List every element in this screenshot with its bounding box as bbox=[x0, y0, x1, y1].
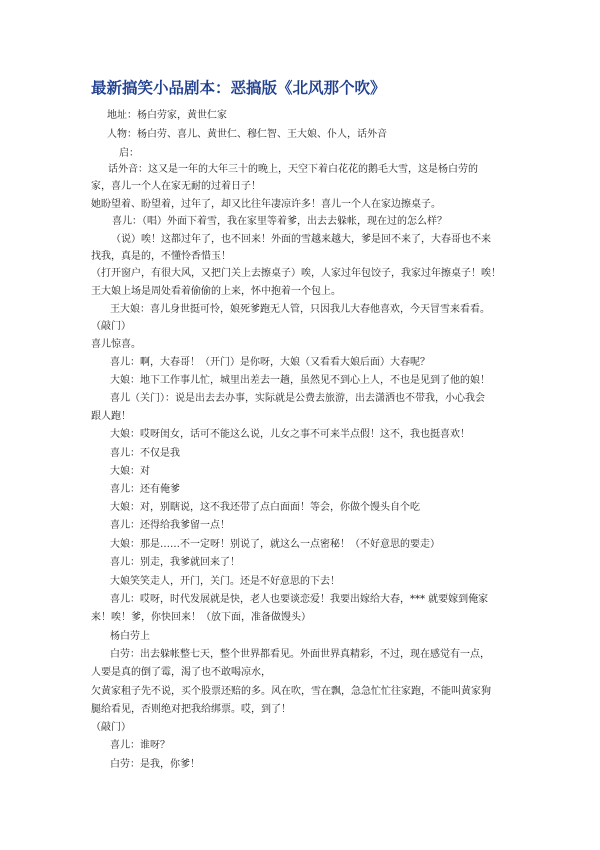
text-line: 白劳：是我，你爹！ bbox=[110, 759, 200, 770]
text-line: （打开窗户，有很大风，又把门关上去擦桌子）唉，人家过年包饺子，我家过年擦桌子！唉！ bbox=[91, 268, 501, 279]
text-line: 启： bbox=[119, 148, 139, 159]
text-line: 找我，真是的，不懂怜香惜玉！ bbox=[91, 251, 231, 262]
text-line: 欠黄家租子先不说，买个股票还赔的多。风在吹，雪在飘，急急忙忙往家跑，不能叫黄家狗 bbox=[91, 686, 491, 697]
text-line: 来！唉！爹，你快回来！（放下面，准备做馒头） bbox=[91, 612, 311, 623]
text-line: 大娘：哎呀闺女，话可不能这么说，儿女之事不可来半点假！这不，我也挺喜欢！ bbox=[110, 429, 470, 440]
text-line: 喜儿：不仅是我 bbox=[110, 448, 180, 459]
text-line: 喜儿（关门）：说是出去去办事，实际就是公费去旅游，出去潇洒也不带我，小心我会 bbox=[110, 393, 485, 404]
text-line: 大娘笑笑走人，开门，关门。还是不好意思的下去！ bbox=[110, 576, 340, 587]
text-line: 人物：杨白劳、喜儿、黄世仁、穆仁智、王大娘、仆人，话外音 bbox=[107, 129, 387, 140]
text-line: 腿给看见，否则绝对把我给绑票。哎，到了！ bbox=[91, 704, 291, 715]
text-line: 人要是真的倒了霉，渴了也不敢喝凉水， bbox=[91, 667, 271, 678]
text-line: 喜儿：（唱）外面下着雪，我在家里等着爹，出去去躲帐，现在过的怎么样？ bbox=[112, 216, 447, 227]
text-line: 家，喜儿一个人在家无耐的过着日子！ bbox=[91, 181, 261, 192]
text-line: 喜儿：还有俺爹 bbox=[110, 484, 180, 495]
text-line: 喜儿：还得给我爹留一点！ bbox=[110, 520, 230, 531]
text-line: （敲门） bbox=[91, 722, 131, 733]
text-line: 王大娘：喜儿身世挺可怜，娘死爹跑无人管，只因我儿大春他喜欢，今天冒雪来看看。 bbox=[110, 304, 490, 315]
text-line: 白劳：出去躲帐整七天，整个世界都看见。外面世界真精彩，不过，现在感觉有一点， bbox=[110, 649, 490, 660]
text-line: 喜儿：啊，大春哥！（开门）是你呀，大娘（又看看大娘后面）大春呢？ bbox=[110, 357, 430, 368]
text-line: （说）唉！这都过年了，也不回来！外面的雪越来越大，爹是回不来了，大春哥也不来 bbox=[111, 234, 491, 245]
text-line: 地址：杨白劳家，黄世仁家 bbox=[107, 110, 227, 121]
text-line: 大娘：对 bbox=[110, 466, 150, 477]
text-line: 她盼望着、盼望着，过年了，却又比往年凄凉许多！喜儿一个人在家边擦桌子。 bbox=[91, 199, 441, 210]
text-line: 王大娘上场是周处看着偷偷的上来，怀中抱着一个包上。 bbox=[91, 286, 341, 297]
text-line: 杨白劳上 bbox=[110, 631, 150, 642]
text-line: 喜儿惊喜。 bbox=[91, 339, 141, 350]
text-line: 大娘：地下工作事儿忙，城里出差去一趟，虽然见不到心上人，不也是见到了他的娘！ bbox=[110, 375, 490, 386]
text-line: 喜儿：谁呀？ bbox=[110, 740, 170, 751]
text-line: 话外音：这又是一年的大年三十的晚上，天空下着白花花的鹅毛大雪，这是杨白劳的 bbox=[108, 164, 478, 175]
text-line: 喜儿：哎呀，时代发展就是快，老人也要谈恋爱！我要出嫁给大春，*** 就要嫁到俺家 bbox=[110, 594, 489, 605]
text-line: （敲门） bbox=[91, 321, 131, 332]
text-line: 大娘：那是……不一定呀！别说了，就这么一点密秘！（不好意思的要走） bbox=[110, 539, 440, 550]
text-line: 大娘：对，别瞎说，这不我还带了点白面面！等会，你做个馒头自个吃 bbox=[110, 502, 420, 513]
page-title: 最新搞笑小品剧本：恶搞版《北风那个吹》 bbox=[91, 79, 386, 97]
text-line: 喜儿：别走，我爹就回来了！ bbox=[110, 557, 240, 568]
text-line: 跟人跑！ bbox=[91, 411, 131, 422]
